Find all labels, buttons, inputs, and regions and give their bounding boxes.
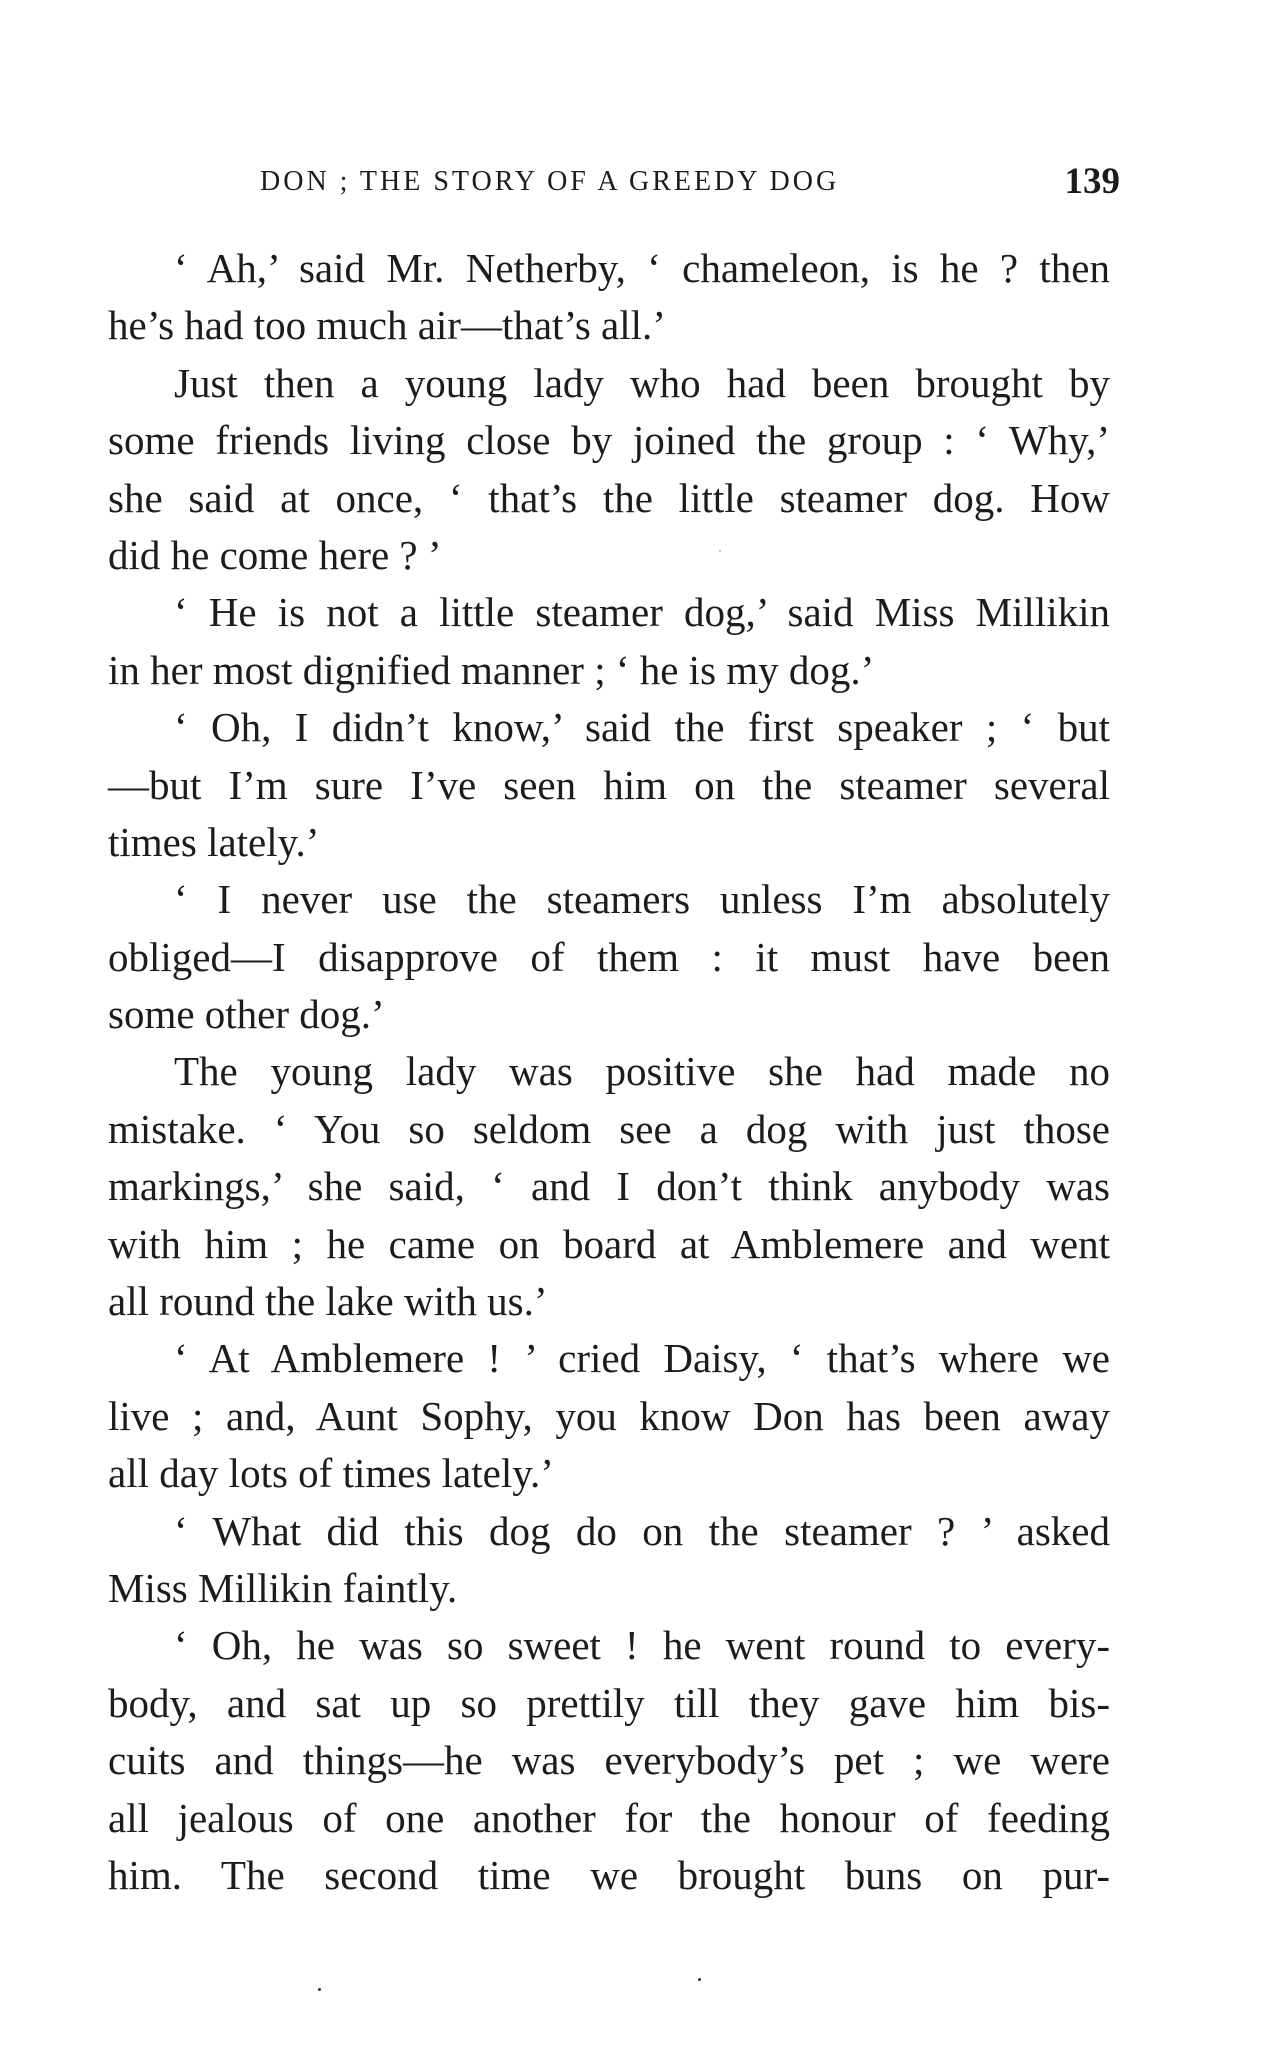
- running-head: [260, 160, 1130, 200]
- text-line: body, and sat up so prettily till they gave him bis-: [108, 1679, 1110, 1726]
- text-line: Just then a young lady who had been brought by: [174, 359, 1110, 406]
- text-line: The young lady was positive she had made no: [174, 1048, 1110, 1095]
- body-text: [108, 240, 1110, 1904]
- page-number: 139: [1064, 161, 1120, 202]
- text-line: live ; and, Aunt Sophy, you know Don has been away: [108, 1392, 1110, 1439]
- text-line: —but I’m sure I’ve seen him on the steamer several: [108, 761, 1110, 808]
- text-line: some friends living close by joined the group : ‘ Why,’: [108, 417, 1110, 464]
- text-line: obliged—I disapprove of them : it must have been: [108, 933, 1110, 980]
- text-line: all round the lake with us.’: [108, 1278, 548, 1325]
- text-line: with him ; he came on board at Amblemere and went: [108, 1220, 1110, 1267]
- text-line: ‘ Ah,’ said Mr. Netherby, ‘ chameleon, is he ? then: [174, 245, 1110, 291]
- text-line: did he come here ? ’: [108, 531, 442, 578]
- text-line: markings,’ she said, ‘ and I don’t think anybody was: [108, 1163, 1110, 1210]
- running-title: DON ; THE STORY OF A GREEDY DOG: [260, 166, 840, 197]
- text-line: he’s had too much air—that’s all.’: [108, 302, 666, 349]
- text-line: times lately.’: [108, 818, 320, 865]
- text-line: Miss Millikin faintly.: [108, 1564, 458, 1611]
- text-line: ‘ What did this dog do on the steamer ? ’ asked: [174, 1507, 1110, 1554]
- text-line: ‘ I never use the steamers unless I’m absolutely: [174, 876, 1110, 923]
- text-line: in her most dignified manner ; ‘ he is my dog.’: [108, 646, 875, 693]
- text-line: him. The second time we brought buns on pur-: [108, 1851, 1110, 1898]
- print-speck: [719, 550, 721, 552]
- text-line: mistake. ‘ You so seldom see a dog with just those: [108, 1105, 1110, 1152]
- text-line: ‘ He is not a little steamer dog,’ said Miss Millikin: [174, 589, 1110, 636]
- text-line: she said at once, ‘ that’s the little steamer dog. How: [108, 474, 1110, 521]
- print-speck: [698, 1978, 701, 1981]
- text-line: all jealous of one another for the honour of feeding: [108, 1794, 1110, 1841]
- text-line: ‘ At Amblemere ! ’ cried Daisy, ‘ that’s where we: [174, 1335, 1110, 1382]
- text-line: ‘ Oh, I didn’t know,’ said the first speaker ; ‘ but: [174, 704, 1110, 751]
- text-line: all day lots of times lately.’: [108, 1450, 554, 1497]
- print-speck: [318, 1988, 321, 1991]
- text-line: some other dog.’: [108, 991, 385, 1038]
- text-line: cuits and things—he was everybody’s pet ; we were: [108, 1737, 1110, 1784]
- text-line: ‘ Oh, he was so sweet ! he went round to every-: [174, 1622, 1110, 1669]
